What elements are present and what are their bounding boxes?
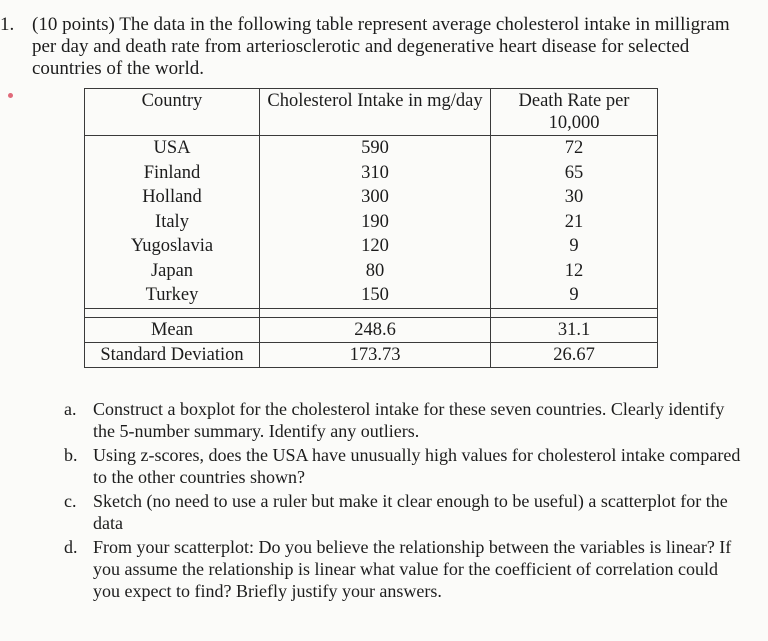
table-row bbox=[85, 136, 658, 161]
summary-cell-country: Standard Deviation bbox=[85, 342, 260, 367]
cell-country: Yugoslavia bbox=[85, 234, 260, 259]
data-table bbox=[84, 88, 658, 368]
part-text: Using z-scores, does the USA have unusually high values for cholesterol intake compared to the other countries shown? bbox=[93, 445, 741, 487]
part-letter: d. bbox=[64, 537, 78, 557]
summary-cell-cholesterol: 173.73 bbox=[260, 342, 491, 367]
question-part bbox=[64, 444, 744, 488]
part-letter: c. bbox=[64, 491, 77, 511]
question-parts bbox=[64, 398, 744, 604]
cell-cholesterol: 300 bbox=[260, 185, 491, 210]
summary-cell-death-rate: 31.1 bbox=[491, 317, 658, 342]
table-row bbox=[85, 210, 658, 235]
cell-country: Turkey bbox=[85, 283, 260, 308]
cell-cholesterol: 150 bbox=[260, 283, 491, 308]
header-cholesterol: Cholesterol Intake in mg/day bbox=[260, 89, 491, 136]
summary-cell-death-rate: 26.67 bbox=[491, 342, 658, 367]
summary-row bbox=[85, 317, 658, 342]
table-row bbox=[85, 185, 658, 210]
cell-death-rate: 9 bbox=[491, 283, 658, 308]
table-row bbox=[85, 161, 658, 186]
table-row bbox=[85, 259, 658, 284]
part-letter: a. bbox=[64, 399, 77, 419]
question-number: 1. bbox=[0, 14, 15, 35]
cell-death-rate: 65 bbox=[491, 161, 658, 186]
table-header-row bbox=[85, 89, 658, 136]
cell-cholesterol: 590 bbox=[260, 136, 491, 161]
part-text: Sketch (no need to use a ruler but make it clear enough to be useful) a scatterplot for the data bbox=[93, 491, 728, 533]
cell-country: Holland bbox=[85, 185, 260, 210]
table-row bbox=[85, 283, 658, 308]
table-row bbox=[85, 234, 658, 259]
cell-cholesterol: 120 bbox=[260, 234, 491, 259]
part-text: Construct a boxplot for the cholesterol intake for these seven countries. Clearly identify the 5-number summary. Identify any outliers. bbox=[93, 399, 725, 441]
cell-death-rate: 21 bbox=[491, 210, 658, 235]
cell-death-rate: 30 bbox=[491, 185, 658, 210]
cell-country: Japan bbox=[85, 259, 260, 284]
table-spacer-row bbox=[85, 308, 658, 317]
cell-death-rate: 12 bbox=[491, 259, 658, 284]
part-text: From your scatterplot: Do you believe the relationship between the variables is linear? If you assume the relationship is linear what value for the coefficient of correlation could you expect to find? Briefly justify your answers. bbox=[93, 537, 732, 601]
summary-cell-cholesterol: 248.6 bbox=[260, 317, 491, 342]
cell-country: Finland bbox=[85, 161, 260, 186]
cell-country: USA bbox=[85, 136, 260, 161]
summary-cell-country: Mean bbox=[85, 317, 260, 342]
question-part bbox=[64, 398, 744, 442]
cell-cholesterol: 80 bbox=[260, 259, 491, 284]
cell-cholesterol: 190 bbox=[260, 210, 491, 235]
question-part bbox=[64, 490, 744, 534]
margin-mark bbox=[8, 93, 13, 98]
header-death-rate: Death Rate per 10,000 bbox=[491, 89, 658, 136]
question-part bbox=[64, 536, 744, 602]
summary-row bbox=[85, 342, 658, 367]
part-letter: b. bbox=[64, 445, 78, 465]
cell-cholesterol: 310 bbox=[260, 161, 491, 186]
cell-country: Italy bbox=[85, 210, 260, 235]
header-country: Country bbox=[85, 89, 260, 136]
question-intro: (10 points) The data in the following table represent average cholesterol intake in milligram per day and death rate from arteriosclerotic and degenerative heart disease for selected countries of the world. bbox=[32, 14, 730, 79]
cell-death-rate: 9 bbox=[491, 234, 658, 259]
cell-death-rate: 72 bbox=[491, 136, 658, 161]
